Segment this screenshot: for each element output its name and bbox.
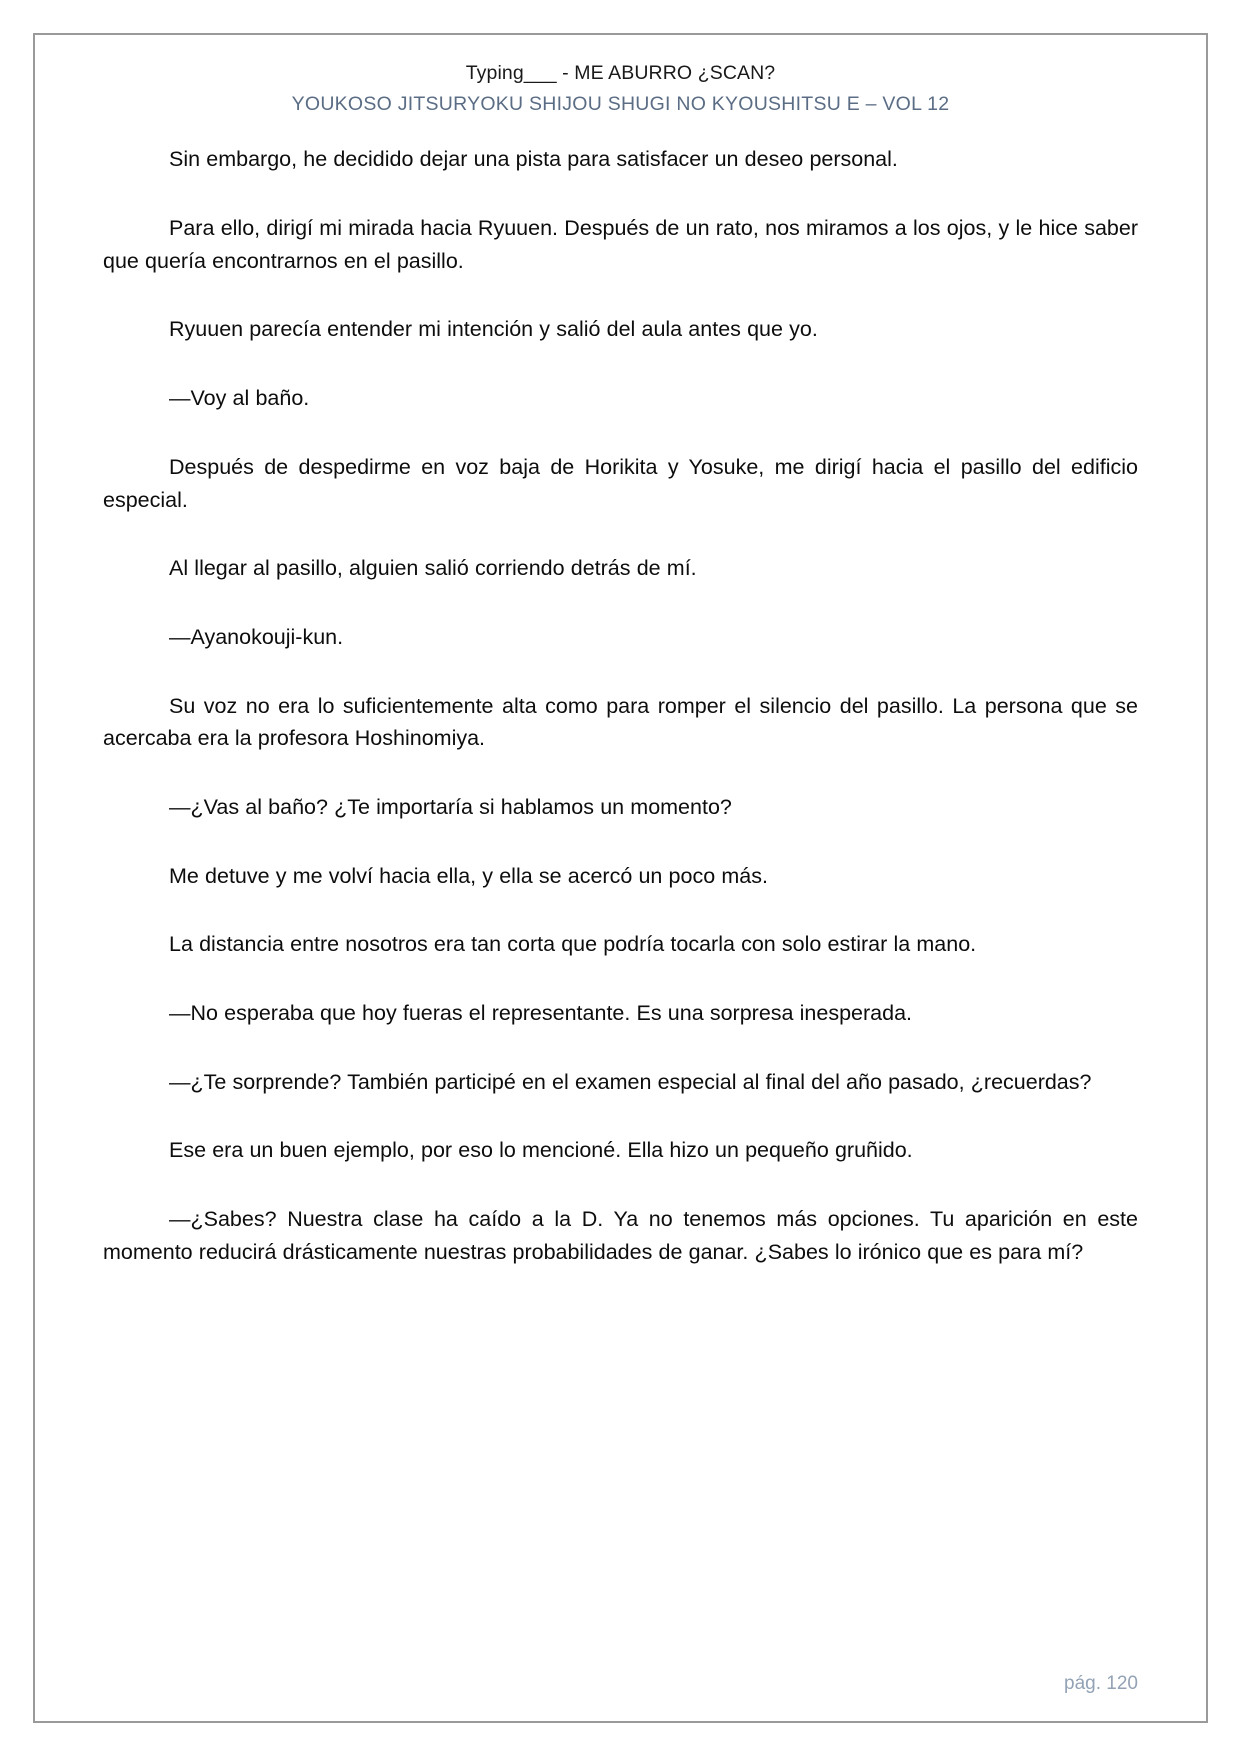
header-title-line: Typing___ - ME ABURRO ¿SCAN? <box>465 62 776 84</box>
paragraph: —¿Te sorprende? También participé en el examen especial al final del año pasado, ¿recuerdas? <box>169 1069 1092 1094</box>
paragraph: Ryuuen parecía entender mi intención y salió del aula antes que yo. <box>169 317 818 342</box>
page-number-footer: pág. 120 <box>1064 1673 1138 1694</box>
paragraph: Su voz no era lo suficientemente alta como para romper el silencio del pasillo. La persona que se acercaba era la profesora Hoshinomiya. <box>103 693 1138 751</box>
page-content <box>33 33 1208 1723</box>
paragraph: Sin embargo, he decidido dejar una pista para satisfacer un deseo personal. <box>169 147 898 172</box>
paragraph: —¿Sabes? Nuestra clase ha caído a la D. Ya no tenemos más opciones. Tu aparición en este momento reducirá drásticamente nuestras probabilidades de ganar. ¿Sabes lo irónico que es para mí? <box>103 1206 1138 1264</box>
paragraph: —Voy al baño. <box>169 386 310 411</box>
header-subtitle-line: YOUKOSO JITSURYOKU SHIJOU SHUGI NO KYOUSHITSU E – VOL 12 <box>291 92 950 115</box>
paragraph: Después de despedirme en voz baja de Horikita y Yosuke, me dirigí hacia el pasillo del edificio especial. <box>103 454 1138 512</box>
paragraph: —Ayanokouji-kun. <box>169 624 344 649</box>
paragraph: Para ello, dirigí mi mirada hacia Ryuuen. Después de un rato, nos miramos a los ojos, y le hice saber que quería encontrarnos en el pasillo. <box>103 216 1138 273</box>
body-text-container <box>103 143 1138 1268</box>
paragraph: —¿Vas al baño? ¿Te importaría si hablamos un momento? <box>169 794 732 819</box>
paragraph: Me detuve y me volví hacia ella, y ella se acercó un poco más. <box>169 863 768 888</box>
paragraph: Ese era un buen ejemplo, por eso lo mencioné. Ella hizo un pequeño gruñido. <box>169 1138 913 1163</box>
paragraph: La distancia entre nosotros era tan corta que podría tocarla con solo estirar la mano. <box>169 932 977 957</box>
page-header <box>103 61 1138 117</box>
paragraph: —No esperaba que hoy fueras el representante. Es una sorpresa inesperada. <box>169 1000 913 1025</box>
paragraph: Al llegar al pasillo, alguien salió corriendo detrás de mí. <box>169 556 697 581</box>
